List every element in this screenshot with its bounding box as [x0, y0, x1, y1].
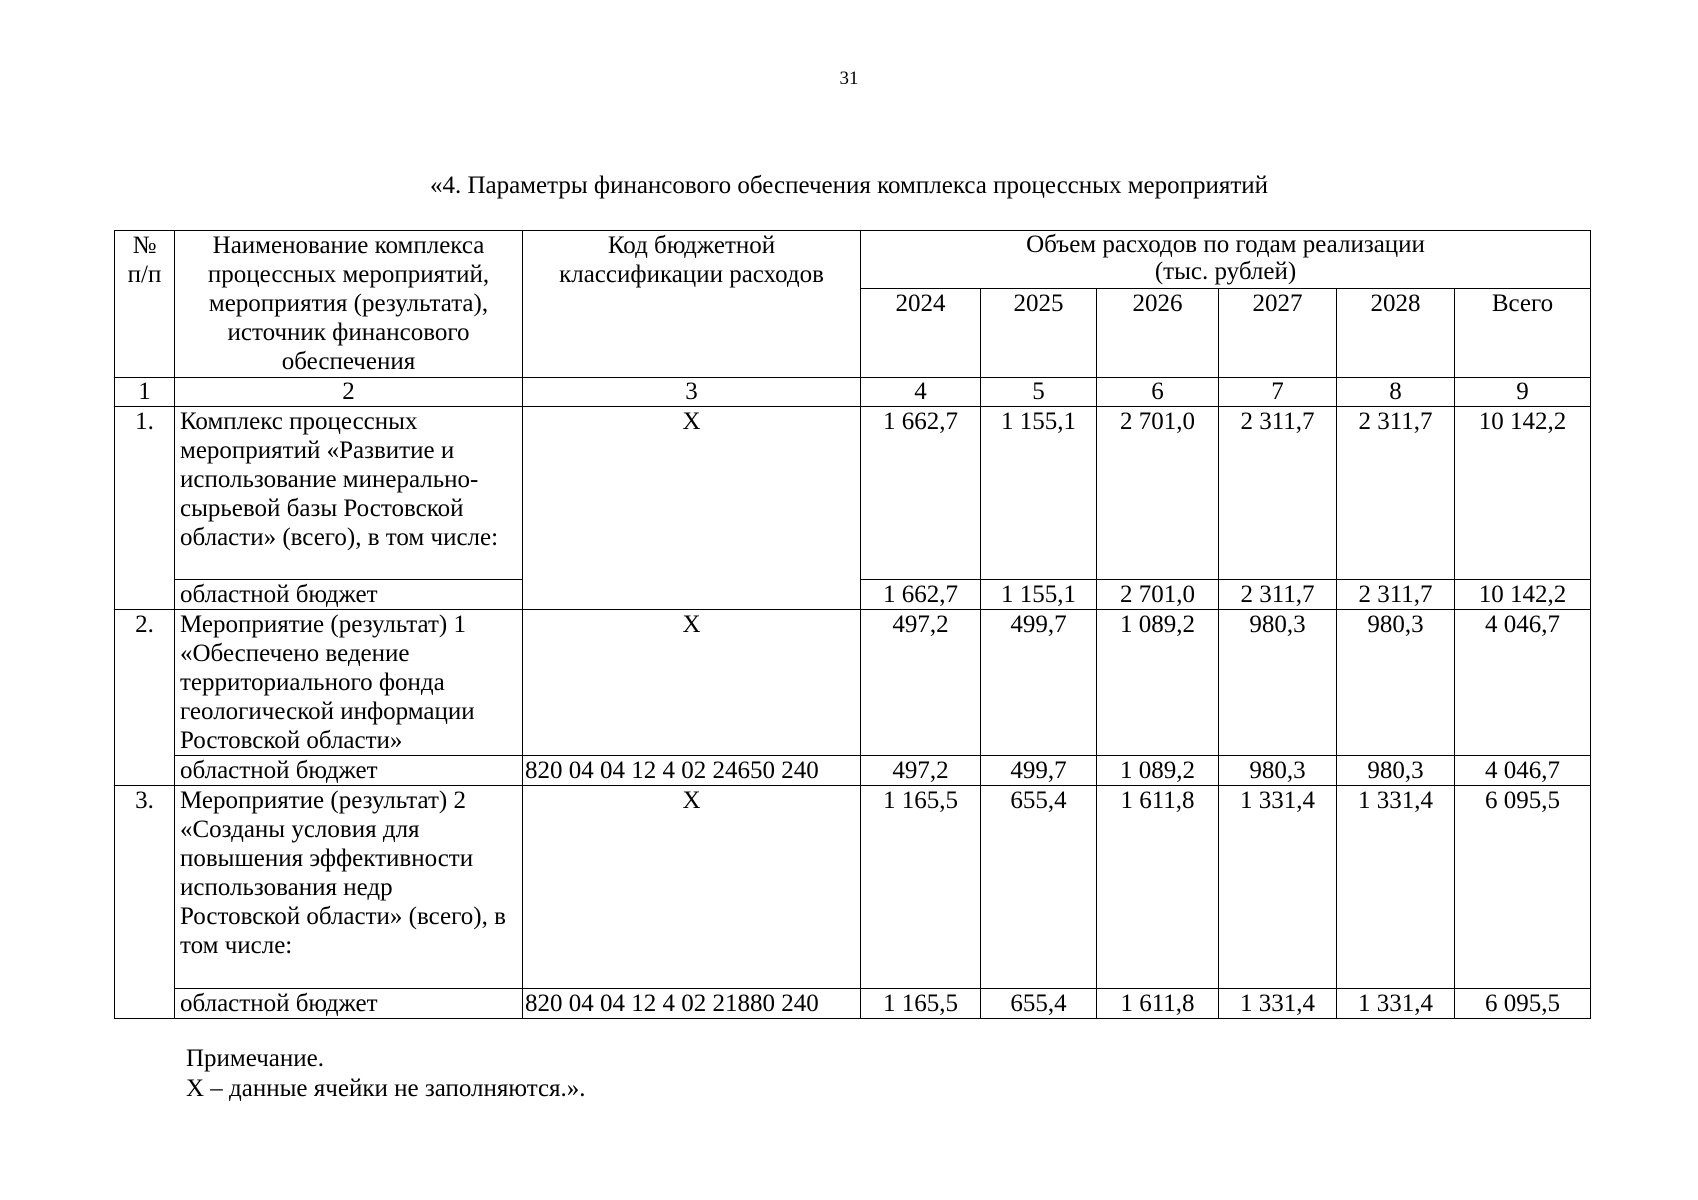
footnote-text: X – данные ячейки не заполняются.». [186, 1075, 586, 1102]
value-2027: 980,3 [1219, 610, 1337, 756]
value-total: 6 095,5 [1455, 989, 1591, 1019]
row-number: 1. [115, 407, 175, 610]
value-2024: 1 662,7 [861, 407, 981, 580]
row-name: Мероприятие (результат) 2 «Созданы условия для повышения эффективности использования недр Ростовской области» (всего), в том числе: [175, 786, 523, 989]
value-2027: 2 311,7 [1219, 580, 1337, 610]
header-volume [861, 231, 1591, 289]
header-row-1 [115, 231, 1591, 289]
value-2026: 1 089,2 [1097, 610, 1219, 756]
value-2025: 1 155,1 [981, 407, 1097, 580]
header-num: № п/п [115, 231, 175, 378]
column-number-row [115, 378, 1591, 407]
column-number: 4 [861, 378, 981, 407]
value-2028: 1 331,4 [1337, 786, 1455, 989]
value-2028: 980,3 [1337, 610, 1455, 756]
row-code: X [523, 610, 861, 756]
row-source: областной бюджет [175, 989, 523, 1019]
value-total: 10 142,2 [1455, 580, 1591, 610]
header-year-2028: 2028 [1337, 289, 1455, 378]
value-2026: 1 611,8 [1097, 989, 1219, 1019]
row-code: X [523, 407, 861, 610]
value-total: 6 095,5 [1455, 786, 1591, 989]
column-number: 1 [115, 378, 175, 407]
header-code: Код бюджетной классификации расходов [523, 231, 861, 378]
header-year-2024: 2024 [861, 289, 981, 378]
value-2026: 2 701,0 [1097, 407, 1219, 580]
value-2025: 499,7 [981, 610, 1097, 756]
header-year-2026: 2026 [1097, 289, 1219, 378]
table-subrow [115, 756, 1591, 786]
row-number: 3. [115, 786, 175, 1019]
value-2025: 655,4 [981, 989, 1097, 1019]
column-number: 2 [175, 378, 523, 407]
header-year-2025: 2025 [981, 289, 1097, 378]
row-budget-code: 820 04 04 12 4 02 24650 240 [523, 756, 861, 786]
footnote [186, 1044, 586, 1104]
row-code: X [523, 786, 861, 989]
header-volume-title: Объем расходов по годам реализации [1026, 231, 1425, 258]
value-2026: 2 701,0 [1097, 580, 1219, 610]
value-2028: 980,3 [1337, 756, 1455, 786]
value-2024: 1 165,5 [861, 989, 981, 1019]
value-2027: 2 311,7 [1219, 407, 1337, 580]
section-title: «4. Параметры финансового обеспечения комплекса процессных мероприятий [429, 172, 1269, 199]
row-source: областной бюджет [175, 580, 523, 610]
column-number: 8 [1337, 378, 1455, 407]
header-volume-unit: (тыс. рублей) [1154, 258, 1297, 285]
value-total: 4 046,7 [1455, 610, 1591, 756]
column-number: 6 [1097, 378, 1219, 407]
table-subrow [115, 989, 1591, 1019]
value-2024: 497,2 [861, 610, 981, 756]
value-total: 10 142,2 [1455, 407, 1591, 580]
value-2024: 1 165,5 [861, 786, 981, 989]
value-2027: 1 331,4 [1219, 786, 1337, 989]
value-2025: 499,7 [981, 756, 1097, 786]
header-total: Всего [1455, 289, 1591, 378]
value-2028: 2 311,7 [1337, 407, 1455, 580]
table-row [115, 786, 1591, 989]
column-number: 9 [1455, 378, 1591, 407]
value-total: 4 046,7 [1455, 756, 1591, 786]
header-name: Наименование комплекса процессных мероприятий, мероприятия (результата), источник финансового обеспечения [175, 231, 523, 378]
value-2026: 1 089,2 [1097, 756, 1219, 786]
value-2024: 497,2 [861, 756, 981, 786]
value-2028: 2 311,7 [1337, 580, 1455, 610]
row-source: областной бюджет [175, 756, 523, 786]
value-2025: 1 155,1 [981, 580, 1097, 610]
row-name: Мероприятие (результат) 1 «Обеспечено ведение территориального фонда геологической информации Ростовской области» [175, 610, 523, 756]
footnote-heading: Примечание. [186, 1045, 325, 1072]
row-name: Комплекс процессных мероприятий «Развитие и использование минерально-сырьевой базы Ростовской области» (всего), в том числе: [175, 407, 523, 580]
page-number: 31 [839, 68, 859, 89]
financing-table [114, 230, 1591, 1019]
column-number: 3 [523, 378, 861, 407]
column-number: 7 [1219, 378, 1337, 407]
column-number: 5 [981, 378, 1097, 407]
row-number: 2. [115, 610, 175, 786]
header-year-2027: 2027 [1219, 289, 1337, 378]
row-budget-code: 820 04 04 12 4 02 21880 240 [523, 989, 861, 1019]
value-2025: 655,4 [981, 786, 1097, 989]
value-2024: 1 662,7 [861, 580, 981, 610]
value-2028: 1 331,4 [1337, 989, 1455, 1019]
value-2027: 980,3 [1219, 756, 1337, 786]
table-row [115, 407, 1591, 580]
value-2027: 1 331,4 [1219, 989, 1337, 1019]
value-2026: 1 611,8 [1097, 786, 1219, 989]
table-row [115, 610, 1591, 756]
